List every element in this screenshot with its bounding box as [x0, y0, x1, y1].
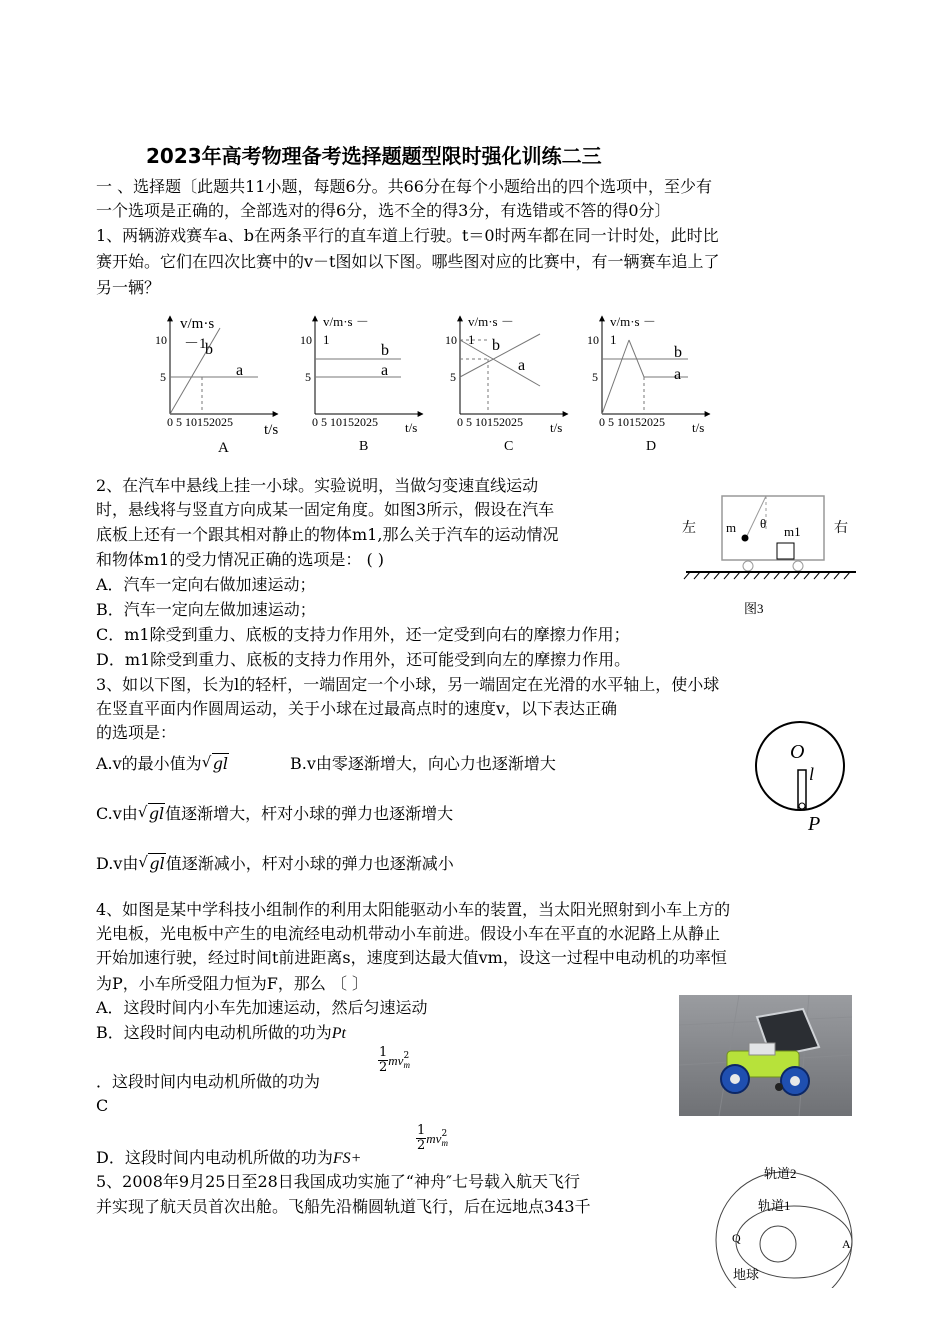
q2-option-b: B．汽车一定向左做加速运动；: [96, 600, 316, 619]
q5-fig-earth: 地球: [733, 1267, 760, 1282]
sqrt-gl: [202, 752, 229, 776]
graph-b-xticks: 0 5 10152025: [312, 415, 378, 429]
q3-fig-P: P: [808, 813, 821, 835]
graph-d-xlabel: t/s: [692, 420, 705, 435]
q2-car-figure: [676, 490, 866, 620]
graph-c-series-b: b: [492, 337, 500, 354]
graph-d-ylabel: v/m·s －: [610, 314, 656, 329]
graph-c-ylabel: v/m·s －: [468, 314, 514, 329]
q2-fig-m1: m1: [784, 524, 801, 539]
frac-tail: mv: [426, 1131, 442, 1146]
q4-option-b-text: B．这段时间内电动机所做的功为: [96, 1023, 332, 1042]
q3-option-b: B.v由零逐渐增大，向心力也逐渐增大: [290, 754, 556, 773]
q4-option-d-text: D．这段时间内电动机所做的功为: [96, 1148, 333, 1167]
graph-a-ylabel-1: v/m·s: [180, 316, 215, 332]
frac-tail: mv: [388, 1053, 404, 1068]
graph-c-y5: 5: [450, 370, 456, 384]
q3-line-3: 的选项是：: [96, 723, 177, 742]
graph-d-series-b: b: [674, 344, 682, 361]
q3-option-a: [96, 752, 229, 776]
q2-fig-m: m: [726, 520, 737, 535]
graph-c-label: C: [504, 439, 514, 454]
q3-option-d-pre: D.v由: [96, 854, 139, 873]
graph-d-yunit: 1: [610, 332, 617, 347]
q2-line-1: 2、在汽车中悬线上挂一小球。实验说明，当做匀变速直线运动: [96, 476, 539, 495]
sqrt-gl: [138, 802, 165, 826]
graph-c-y10: 10: [445, 333, 457, 347]
graph-b: [300, 314, 423, 454]
graph-d-xticks: 0 5 10152025: [599, 415, 665, 429]
graph-b-y10: 10: [300, 333, 312, 347]
q5-line-2: 并实现了航天员首次出舱。飞船先沿椭圆轨道飞行，后在远地点343千: [96, 1197, 591, 1216]
q4-option-d-formula: [416, 1124, 448, 1153]
q2-line-4: 和物体m1的受力情况正确的选项是： ( ): [96, 550, 385, 569]
q2-option-d: D．m1除受到重力、底板的支持力作用外，还可能受到向左的摩擦力作用。: [96, 650, 631, 669]
graph-b-ylabel: v/m·s －: [323, 314, 369, 329]
q5-fig-A: A: [842, 1237, 851, 1251]
q1-graphs: [150, 308, 720, 458]
q1-line-2: 赛开始。它们在四次比赛中的v－t图如以下图。哪些图对应的比赛中，有一辆赛车追上了: [96, 252, 720, 271]
q3-circle-figure: [752, 718, 852, 838]
graph-b-yunit: 1: [323, 332, 330, 347]
q2-fig-theta: θ: [760, 516, 767, 531]
q3-option-c-pre: C.v由: [96, 804, 138, 823]
q4-line-4: 为P，小车所受阻力恒为F，那么 〔 〕: [96, 974, 369, 993]
frac-den: 2: [379, 1060, 388, 1075]
graph-d-y5: 5: [592, 370, 598, 384]
q1-line-1: 1、两辆游戏赛车a、b在两条平行的直车道上行驶。t＝0时两车都在同一计时处，此时比: [96, 226, 719, 245]
graph-b-series-b: b: [381, 342, 389, 359]
q3-fig-l: l: [809, 764, 815, 784]
q3-line-2: 在竖直平面内作圆周运动，关于小球在过最高点时的速度v，以下表达正确: [96, 699, 618, 718]
graph-a: [155, 316, 278, 456]
sqrt-gl-content: gl: [148, 804, 165, 823]
fraction-half: [416, 1124, 426, 1153]
graph-a-xlabel: t/s: [264, 422, 279, 438]
graph-b-label: B: [359, 439, 369, 454]
q2-option-a: A．汽车一定向右做加速运动；: [96, 575, 316, 594]
q4-line-3: 开始加速行驶，经过时间t前进距离s，速度到达最大值vm，设这一过程中电动机的功率恒: [96, 948, 727, 967]
graph-a-series-b: b: [205, 341, 213, 358]
frac-sup: 2: [403, 1050, 410, 1061]
frac-num: 1: [379, 1045, 388, 1060]
q3-fig-O: O: [790, 741, 805, 763]
graph-a-label: A: [218, 440, 229, 456]
graph-d-label: D: [646, 439, 657, 454]
graph-a-y5: 5: [160, 370, 166, 384]
q5-orbit-figure: [706, 1158, 866, 1288]
graph-b-y5: 5: [305, 370, 311, 384]
q4-option-d: [96, 1146, 361, 1171]
q4-option-b: [96, 1021, 346, 1046]
q5-fig-orbit1: 轨道1: [758, 1198, 791, 1213]
page-title: 2023年高考物理备考选择题题型限时强化训练二三: [146, 144, 602, 168]
frac-den: 2: [417, 1138, 426, 1153]
graph-c-xlabel: t/s: [550, 420, 563, 435]
q3-option-c: [96, 802, 453, 826]
graph-b-series-a: a: [381, 362, 389, 379]
graph-a-series-a: a: [236, 362, 244, 379]
q3-option-c-post: 值逐渐增大，杆对小球的弹力也逐渐增大: [165, 804, 454, 823]
instruction-line-1: 一 、选择题〔此题共11小题，每题6分。共66分在每个小题给出的四个选项中，至少有: [96, 177, 712, 196]
graph-c: [445, 314, 568, 454]
graph-b-xlabel: t/s: [405, 420, 418, 435]
q2-fig-right: 右: [834, 521, 848, 536]
graph-c-yunit: 1: [468, 332, 475, 347]
q3-option-a-text: A.v的最小值为: [96, 754, 202, 773]
sqrt-gl-content: gl: [212, 754, 229, 773]
q4-option-d-var: FS+: [332, 1150, 362, 1167]
q2-line-2: 时，悬线将与竖直方向成某一固定角度。如图3所示，假设在汽车: [96, 500, 555, 519]
solar-car-photo: [679, 995, 852, 1116]
graph-a-xticks: 0 5 10152025: [167, 415, 233, 429]
q4-line-1: 4、如图是某中学科技小组制作的利用太阳能驱动小车的装置，当太阳光照射到小车上方的: [96, 900, 731, 919]
frac-sub: m: [403, 1059, 410, 1070]
q1-line-3: 另一辆？: [96, 278, 161, 297]
graph-d-series-a: a: [674, 366, 682, 383]
graph-a-y10: 10: [155, 333, 167, 347]
fraction-half: [378, 1046, 388, 1075]
q2-fig-left: 左: [682, 521, 696, 536]
frac-sub: m: [441, 1137, 448, 1148]
q4-option-c-formula: [378, 1046, 410, 1075]
graph-c-xticks: 0 5 10152025: [457, 415, 523, 429]
q4-option-c-letter: C: [96, 1096, 109, 1115]
graph-c-series-a: a: [518, 357, 526, 374]
q2-fig-caption: 图3: [744, 601, 764, 616]
frac-num: 1: [417, 1123, 426, 1138]
q4-option-b-var: Pt: [331, 1025, 346, 1042]
q3-option-d-post: 值逐渐减小，杆对小球的弹力也逐渐减小: [165, 854, 454, 873]
q3-option-d: [96, 852, 454, 876]
q5-fig-Q: Q: [732, 1231, 741, 1245]
sqrt-gl: [138, 852, 165, 876]
q4-option-a: A．这段时间内小车先加速运动，然后匀速运动: [96, 998, 428, 1017]
graph-a-ylabel-2: －1: [184, 336, 207, 352]
q5-fig-orbit2: 轨道2: [764, 1166, 797, 1181]
graph-d: [587, 314, 710, 454]
q5-line-1: 5、2008年9月25日至28日我国成功实施了“神舟″七号载入航天飞行: [96, 1172, 580, 1191]
sqrt-gl-content: gl: [149, 854, 165, 873]
q4-line-2: 光电板，光电板中产生的电流经电动机带动小车前进。假设小车在平直的水泥路上从静止: [96, 924, 721, 943]
q4-option-c: [96, 1070, 320, 1094]
instruction-line-2: 一个选项是正确的，全部选对的得6分，选不全的得3分，有选错或不答的得0分〕: [96, 201, 671, 220]
q4-option-c-text: ．这段时间内电动机所做的功为: [96, 1072, 321, 1091]
frac-sup: 2: [441, 1128, 448, 1139]
graph-d-y10: 10: [587, 333, 599, 347]
q3-line-1: 3、如以下图，长为l的轻杆，一端固定一个小球，另一端固定在光滑的水平轴上，使小球: [96, 675, 720, 694]
q2-option-c: C．m1除受到重力、底板的支持力作用外，还一定受到向右的摩擦力作用；: [96, 625, 630, 644]
q2-line-3: 底板上还有一个跟其相对静止的物体m1,那么关于汽车的运动情况: [96, 525, 559, 544]
